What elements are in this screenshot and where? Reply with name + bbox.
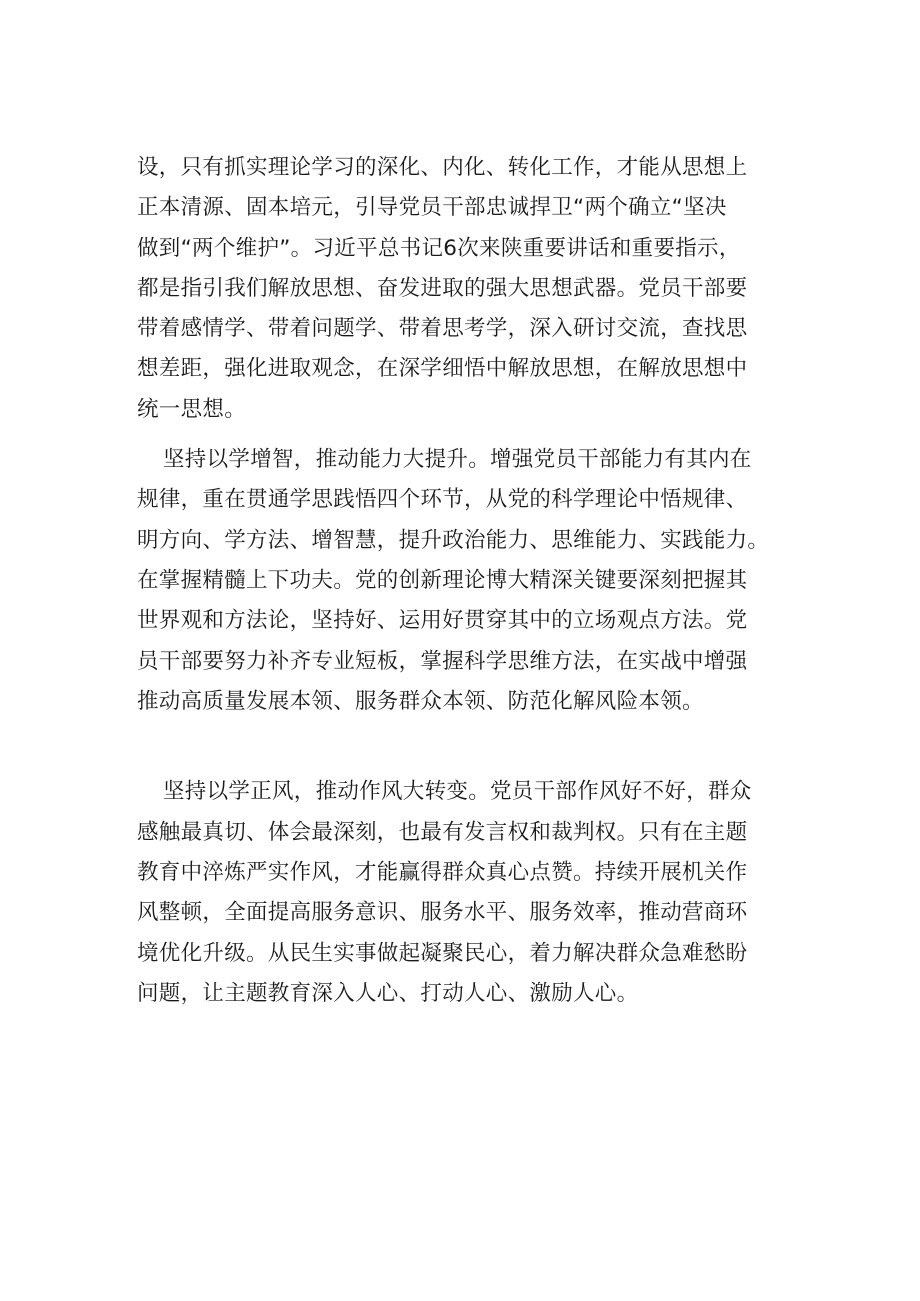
paragraph-line: 境优化升级。从民生实事做起凝聚民心，着力解决群众急难愁盼 [137,940,748,966]
paragraph-line: 感触最真切、体会最深刻，也最有发言权和裁判权。只有在主题 [137,819,748,845]
paragraph-line: 在掌握精髓上下功夫。党的创新理论博大精深关键要深刻把握其 [137,567,748,593]
paragraph-line: 世界观和方法论，坚持好、运用好贯穿其中的立场观点方法。党 [137,608,748,634]
paragraph-line: 问题，让主题教育深入人心、打动人心、激励人心。 [137,980,639,1006]
paragraph-line: 都是指引我们解放思想、奋发进取的强大思想武器。党员干部要 [137,275,748,301]
paragraph-line: 设，只有抓实理论学习的深化、内化、转化工作，才能从思想上 [137,155,748,180]
paragraph-3 [0,772,920,1014]
paragraph-1 [0,148,920,430]
document-body [0,148,920,1024]
paragraph-line [0,722,920,762]
paragraph-line: 坚持以学正风，推动作风大转变。党员干部作风好不好，群众 [163,779,752,805]
paragraph-line: 风整顿，全面提高服务意识、服务水平、服务效率，推动营商环 [137,900,748,926]
paragraph-2 [0,440,920,762]
paragraph-line: 正本清源、固本培元，引导党员干部忠诚捍卫“两个确立“坚决 [137,195,727,221]
paragraph-line: 员干部要努力补齐专业短板，掌握科学思维方法，在实战中增强 [137,648,748,674]
paragraph-line: 想差距，强化进取观念，在深学细悟中解放思想，在解放思想中 [137,356,748,382]
paragraph-line: 带着感情学、带着问题学、带着思考学，深入研讨交流，查找思 [137,316,748,342]
paragraph-line: 统一思想。 [137,396,247,422]
paragraph-line: 推动高质量发展本领、服务群众本领、防范化解风险本领。 [137,688,704,714]
paragraph-line: 坚持以学增智，推动能力大提升。增强党员干部能力有其内在 [163,447,752,473]
paragraph-line: 教育中淬炼严实作风，才能赢得群众真心点赞。持续开展机关作 [137,860,748,886]
paragraph-line: 规律，重在贯通学思践悟四个环节，从党的科学理论中悟规律、 [137,487,748,513]
paragraph-line: 做到“两个维护”。习近平总书记6次来陕重要讲话和重要指示， [137,235,741,261]
paragraph-line: 明方向、学方法、增智慧，提升政治能力、思维能力、实践能力。 [137,527,770,553]
